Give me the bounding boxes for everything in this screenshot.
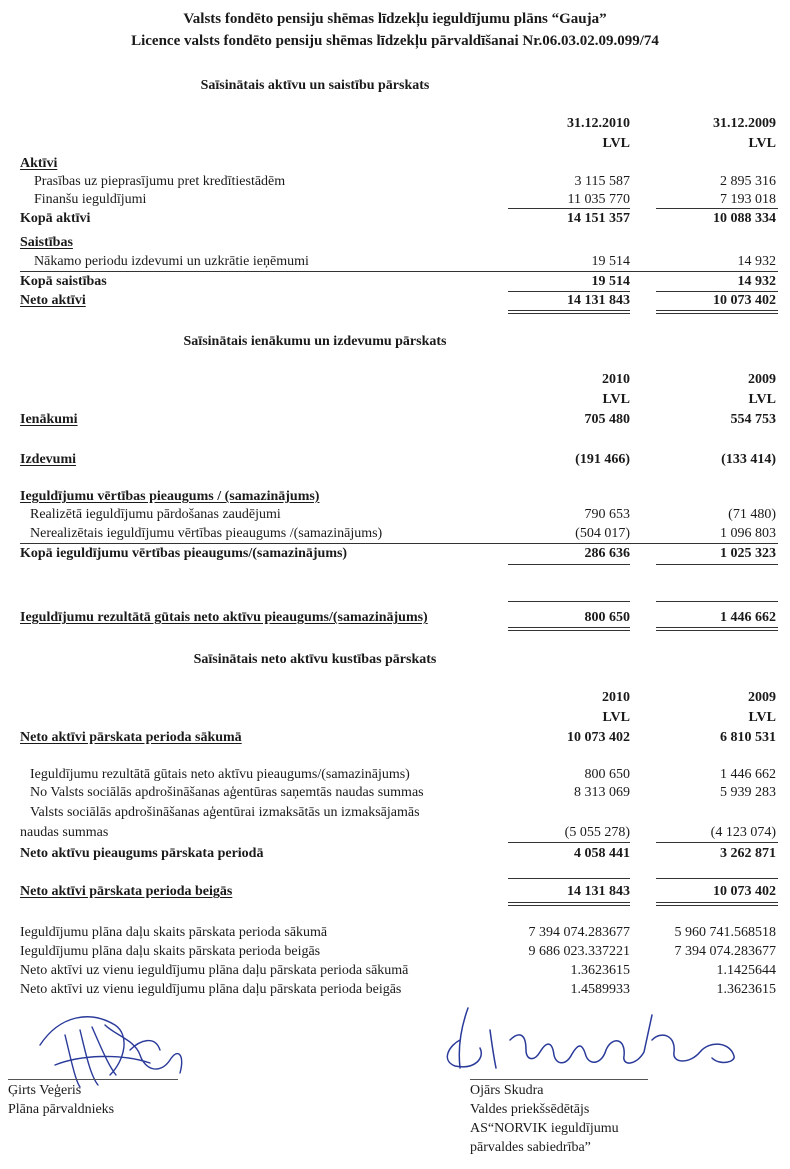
investment-result-2009: 1 446 662 [720,610,776,625]
rule [508,842,630,843]
paid-2009: (4 123 074) [710,825,776,840]
nav-per-unit-start-2010: 1.3623615 [570,963,630,978]
units-end-label: Ieguldījumu plāna daļu skaits pārskata perioda beigās [20,944,321,959]
units-start-2009: 5 960 741.568518 [674,925,776,940]
left-signature [20,1005,220,1090]
right-signature-line [470,1079,648,1080]
expenses-label: Izdevumi [20,452,76,467]
double-rule [508,902,630,906]
received-2010: 8 313 069 [574,785,630,800]
net-assets-start-label: Neto aktīvi pārskata perioda sākumā [20,730,242,745]
double-rule [656,310,778,314]
right-signer-role: Valdes priekšsēdētājs [470,1102,590,1117]
movement-result-label: Ieguldījumu rezultātā gūtais neto aktīvu pieaugums/(samazinājums) [30,767,410,782]
realized-label: Realizētā ieguldījumu pārdošanas zaudējumi [30,507,281,522]
double-rule [656,627,778,631]
rule [656,842,778,843]
net-assets-2009: 10 073 402 [713,293,776,308]
income-col1-currency: LVL [602,392,630,407]
movement-result-2010: 800 650 [584,767,630,782]
double-rule [508,310,630,314]
movement-col1-year: 2010 [602,690,630,705]
total-investment-change-label: Kopā ieguldījumu vērtības pieaugums/(samazinājums) [20,546,348,561]
units-start-2010: 7 394 074.283677 [528,925,630,940]
left-signer-name: Ģirts Veģeris [8,1083,82,1098]
total-investment-change-2010: 286 636 [584,546,630,561]
double-rule [656,902,778,906]
rule [508,208,630,209]
realized-2009: (71 480) [728,507,776,522]
balance-col2-date: 31.12.2009 [713,116,776,131]
unrealized-2010: (504 017) [575,526,630,541]
paid-label-line1: Valsts sociālās apdrošināšanas aģentūrai izmaksātās un izmaksājamās [30,805,420,820]
right-signer-name: Ojārs Skudra [470,1083,544,1098]
nav-per-unit-end-2009: 1.3623615 [716,982,776,997]
right-signer-org-line1: AS“NORVIK ieguldījumu [470,1121,619,1136]
rule [508,291,630,292]
net-assets-end-2009: 10 073 402 [713,884,776,899]
total-assets-2010: 14 151 357 [567,211,630,226]
units-end-2009: 7 394 074.283677 [674,944,776,959]
received-2009: 5 939 283 [720,785,776,800]
paid-2010: (5 055 278) [564,825,630,840]
investment-result-label: Ieguldījumu rezultātā gūtais neto aktīvu pieaugums/(samazinājums) [20,610,428,625]
total-liabilities-label: Kopā saistības [20,274,107,289]
rule [508,564,630,565]
rule [656,208,778,209]
investment-change-label: Ieguldījumu vērtības pieaugums / (samazinājums) [20,489,320,504]
double-rule [508,627,630,631]
balance-col1-currency: LVL [602,136,630,151]
income-2010: 705 480 [584,412,630,427]
expenses-2010: (191 466) [575,452,630,467]
units-start-label: Ieguldījumu plāna daļu skaits pārskata perioda sākumā [20,925,328,940]
net-assets-increase-2010: 4 058 441 [574,846,630,861]
document-title: Valsts fondēto pensiju shēmas līdzekļu ieguldījumu plāns “Gauja” [183,11,607,27]
nav-per-unit-end-2010: 1.4589933 [570,982,630,997]
net-assets-start-2010: 10 073 402 [567,730,630,745]
movement-result-2009: 1 446 662 [720,767,776,782]
total-assets-2009: 10 088 334 [713,211,776,226]
row-receivables-2009: 2 895 316 [720,174,776,189]
realized-2010: 790 653 [584,507,630,522]
balance-col2-currency: LVL [748,136,776,151]
row-accrued-label: Nākamo periodu izdevumi un uzkrātie ieņēmumi [34,254,309,269]
license-line: Licence valsts fondēto pensiju shēmas līdzekļu pārvaldīšanai Nr.06.03.02.09.099/74 [131,33,659,49]
net-assets-2010: 14 131 843 [567,293,630,308]
units-end-2010: 9 686 023.337221 [528,944,630,959]
net-assets-label: Neto aktīvi [20,293,86,308]
income-col1-year: 2010 [602,372,630,387]
right-signer-org-line2: pārvaldes sabiedrība” [470,1140,591,1155]
row-accrued-2010: 19 514 [591,254,630,269]
total-assets-label: Kopā aktīvi [20,211,91,226]
rule [656,878,778,879]
income-col2-year: 2009 [748,372,776,387]
rule [508,601,630,602]
income-heading: Saīsinātais ienākumu un izdevumu pārskats [183,334,447,349]
left-signer-role: Plāna pārvaldnieks [8,1102,115,1117]
unrealized-label: Nerealizētais ieguldījumu vērtības pieaugums /(samazinājums) [30,526,383,541]
row-financial-investments-label: Finanšu ieguldījumi [34,192,147,207]
row-receivables-2010: 3 115 587 [574,174,630,189]
row-financial-investments-2009: 7 193 018 [720,192,776,207]
investment-result-2010: 800 650 [584,610,630,625]
balance-heading: Saīsinātais aktīvu un saistību pārskats [200,78,430,93]
paid-label-line2: naudas summas [20,825,109,840]
rule [656,564,778,565]
rule [656,291,778,292]
total-investment-change-2009: 1 025 323 [720,546,776,561]
expenses-2009: (133 414) [721,452,776,467]
liabilities-label: Saistības [20,235,73,250]
movement-col1-currency: LVL [602,710,630,725]
net-assets-end-label: Neto aktīvi pārskata perioda beigās [20,884,233,899]
movement-col2-year: 2009 [748,690,776,705]
nav-per-unit-end-label: Neto aktīvi uz vienu ieguldījumu plāna daļu pārskata perioda beigās [20,982,402,997]
nav-per-unit-start-label: Neto aktīvi uz vienu ieguldījumu plāna daļu pārskata perioda sākumā [20,963,409,978]
left-signature-line [8,1079,178,1080]
income-2009: 554 753 [730,412,776,427]
row-financial-investments-2010: 11 035 770 [567,192,630,207]
row-receivables-label: Prasības uz pieprasījumu pret kredītiestādēm [34,174,286,189]
total-liabilities-2010: 19 514 [591,274,630,289]
received-label: No Valsts sociālās apdrošināšanas aģentūras saņemtās naudas summas [30,785,424,800]
rule [20,271,778,272]
net-assets-increase-2009: 3 262 871 [720,846,776,861]
nav-per-unit-start-2009: 1.1425644 [716,963,776,978]
assets-label: Aktīvi [20,156,58,171]
net-assets-end-2010: 14 131 843 [567,884,630,899]
rule [20,543,778,544]
net-assets-start-2009: 6 810 531 [720,730,776,745]
income-col2-currency: LVL [748,392,776,407]
balance-col1-date: 31.12.2010 [567,116,630,131]
movement-col2-currency: LVL [748,710,776,725]
unrealized-2009: 1 096 803 [720,526,776,541]
total-liabilities-2009: 14 932 [737,274,776,289]
rule [656,601,778,602]
row-accrued-2009: 14 932 [737,254,776,269]
net-assets-increase-label: Neto aktīvu pieaugums pārskata periodā [20,846,264,861]
right-signature [430,1000,770,1080]
movement-heading: Saīsinātais neto aktīvu kustības pārskats [193,652,437,667]
rule [508,878,630,879]
income-label: Ienākumi [20,412,78,427]
